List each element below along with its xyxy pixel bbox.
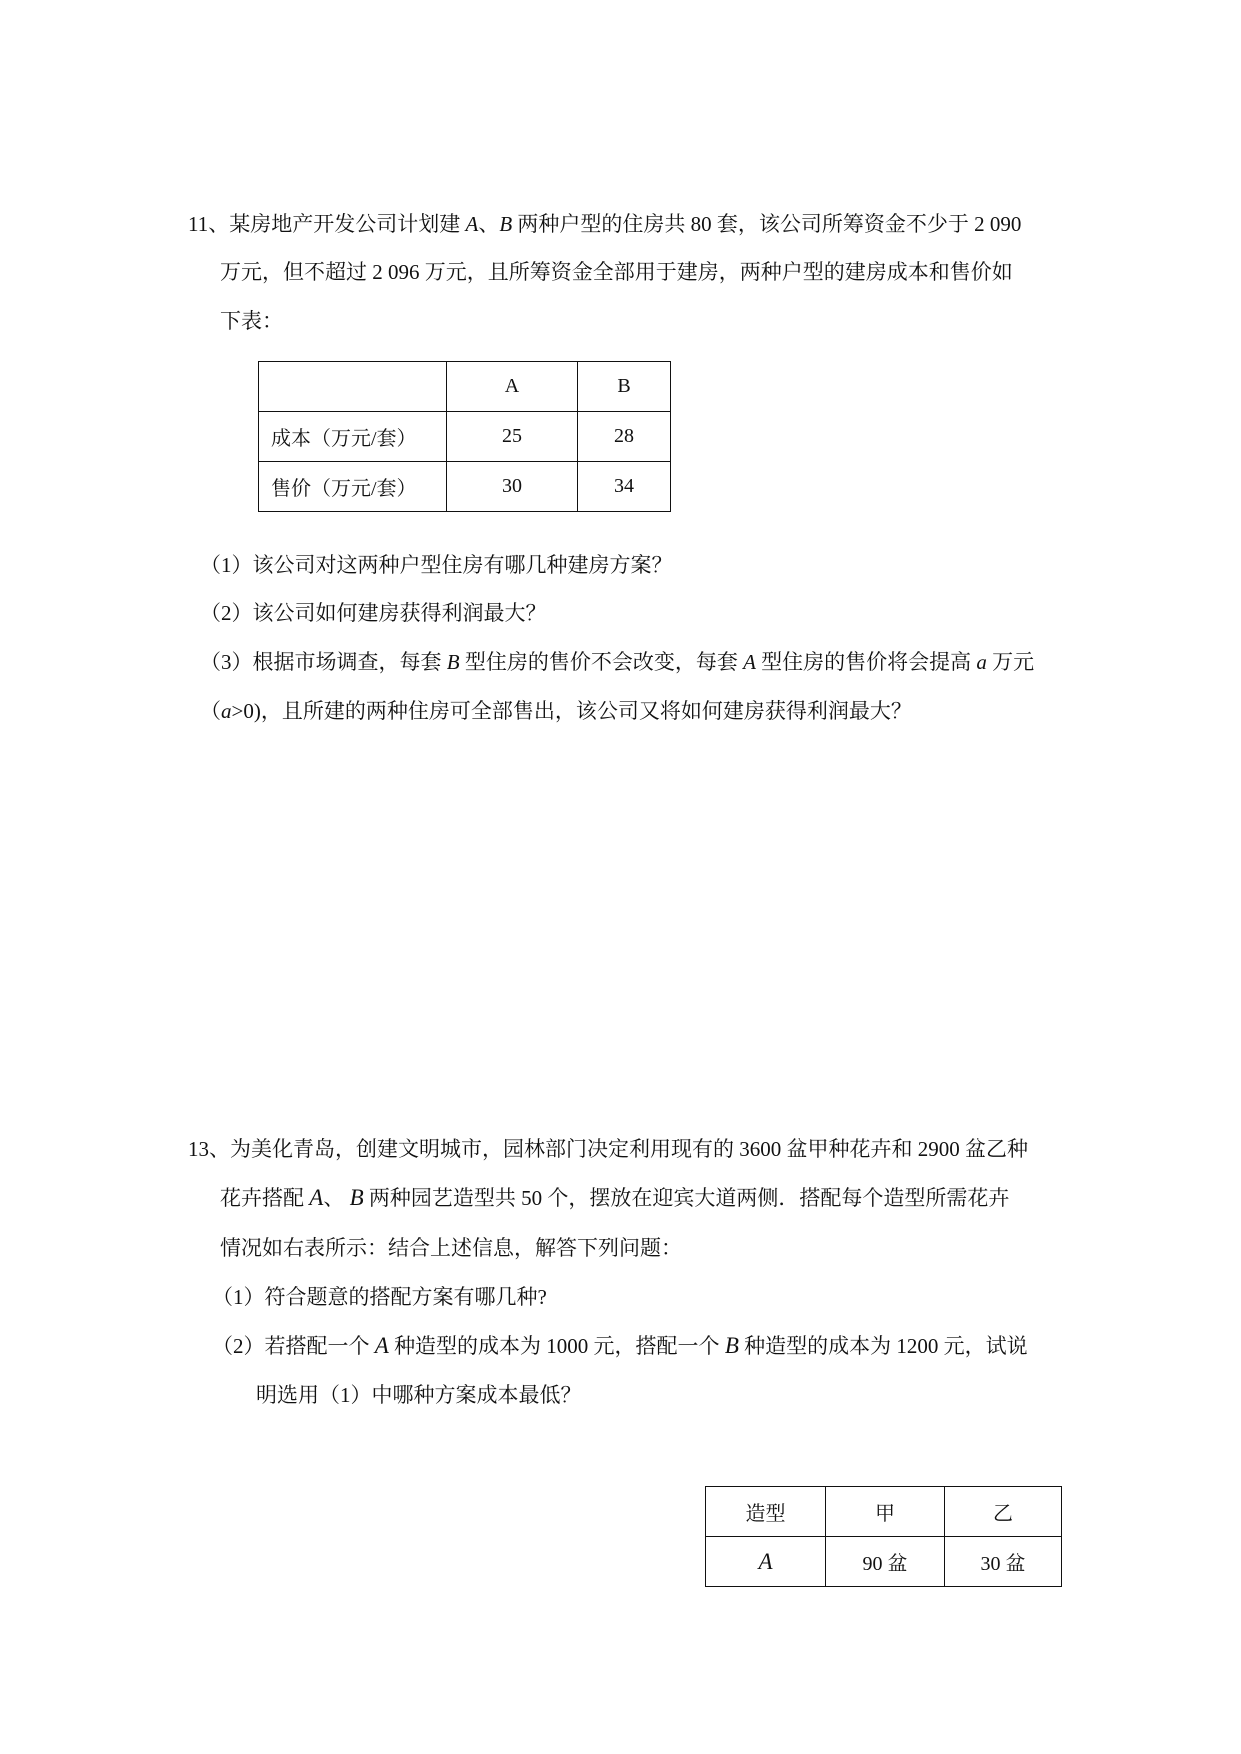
var-b: B (349, 1185, 364, 1210)
table-row (259, 462, 671, 512)
q13-line-1: 13、为美化青岛，创建文明城市，园林部门决定利用现有的 3600 盆甲种花卉和 2900 盆乙种 (188, 1137, 1028, 1161)
text: 两种园艺造型共 50 个，摆放在迎宾大道两侧．搭配每个造型所需花卉 (363, 1186, 1010, 1210)
table-header-row (259, 362, 671, 412)
text: >0)，且所建的两种住房可全部售出，该公司又将如何建房获得利润最大？ (231, 699, 912, 723)
cell: 90 盆 (826, 1537, 945, 1587)
header-cell: B (578, 362, 671, 412)
text: （2）若搭配一个 (212, 1334, 375, 1358)
var-b: B (446, 650, 460, 674)
header-cell: 乙 (945, 1487, 1062, 1537)
q11-part-2: （2）该公司如何建房获得利润最大？ (200, 601, 547, 625)
q13-part-2-cont: 明选用（1）中哪种方案成本最低？ (256, 1383, 582, 1407)
var-b: B (724, 1333, 739, 1358)
header-cell: A (447, 362, 578, 412)
table-row (706, 1537, 1062, 1587)
q13-line-2 (220, 1184, 1009, 1212)
text: 、 (323, 1186, 350, 1210)
q11-line-3: 下表： (220, 309, 283, 333)
cost-price-table (258, 361, 671, 512)
var-a: A (465, 212, 479, 236)
var-a: A (309, 1185, 324, 1210)
q11-part-1: （1）该公司对这两种户型住房有哪几种建房方案？ (200, 553, 673, 577)
flower-table (705, 1486, 1062, 1587)
var-a: A (374, 1333, 389, 1358)
header-cell: 造型 (706, 1487, 826, 1537)
q13-part-1: （1）符合题意的搭配方案有哪几种? (212, 1285, 547, 1309)
q11-line-2: 万元，但不超过 2 096 万元，且所筹资金全部用于建房，两种户型的建房成本和售价如 (220, 260, 1013, 284)
text: 两种户型的住房共 80 套，该公司所筹资金不少于 2 090 (512, 212, 1022, 236)
text: （3）根据市场调查，每套 (200, 650, 447, 674)
text: 种造型的成本为 1000 元，搭配一个 (388, 1334, 725, 1358)
table-row (259, 412, 671, 462)
row-label: 成本（万元/套） (259, 412, 447, 462)
text: 、 (478, 212, 500, 236)
text: （ (200, 699, 221, 723)
cell: 25 (447, 412, 578, 462)
row-label: 售价（万元/套） (259, 462, 447, 512)
header-cell: 甲 (826, 1487, 945, 1537)
text: 万元 (986, 650, 1035, 674)
var-a-lower: a (221, 699, 232, 723)
text: 花卉搭配 (220, 1186, 310, 1210)
var-a: A (743, 650, 756, 674)
q11-part-3 (200, 648, 1034, 676)
q11-part-3-cont (200, 697, 912, 725)
cell: 30 盆 (945, 1537, 1062, 1587)
text: 11、某房地产开发公司计划建 (188, 212, 466, 236)
row-label: A (706, 1537, 826, 1587)
table-header-row (706, 1487, 1062, 1537)
cell: 28 (578, 412, 671, 462)
text: 种造型的成本为 1200 元，试说 (738, 1334, 1028, 1358)
q13-part-2 (212, 1332, 1028, 1360)
cell: 30 (447, 462, 578, 512)
q13-line-3: 情况如右表所示：结合上述信息，解答下列问题： (220, 1236, 682, 1260)
var-b: B (499, 212, 513, 236)
text: 型住房的售价不会改变，每套 (459, 650, 744, 674)
header-cell (259, 362, 447, 412)
q11-line-1 (188, 210, 1021, 238)
text: 型住房的售价将会提高 (755, 650, 977, 674)
var-a-lower: a (976, 650, 987, 674)
cell: 34 (578, 462, 671, 512)
